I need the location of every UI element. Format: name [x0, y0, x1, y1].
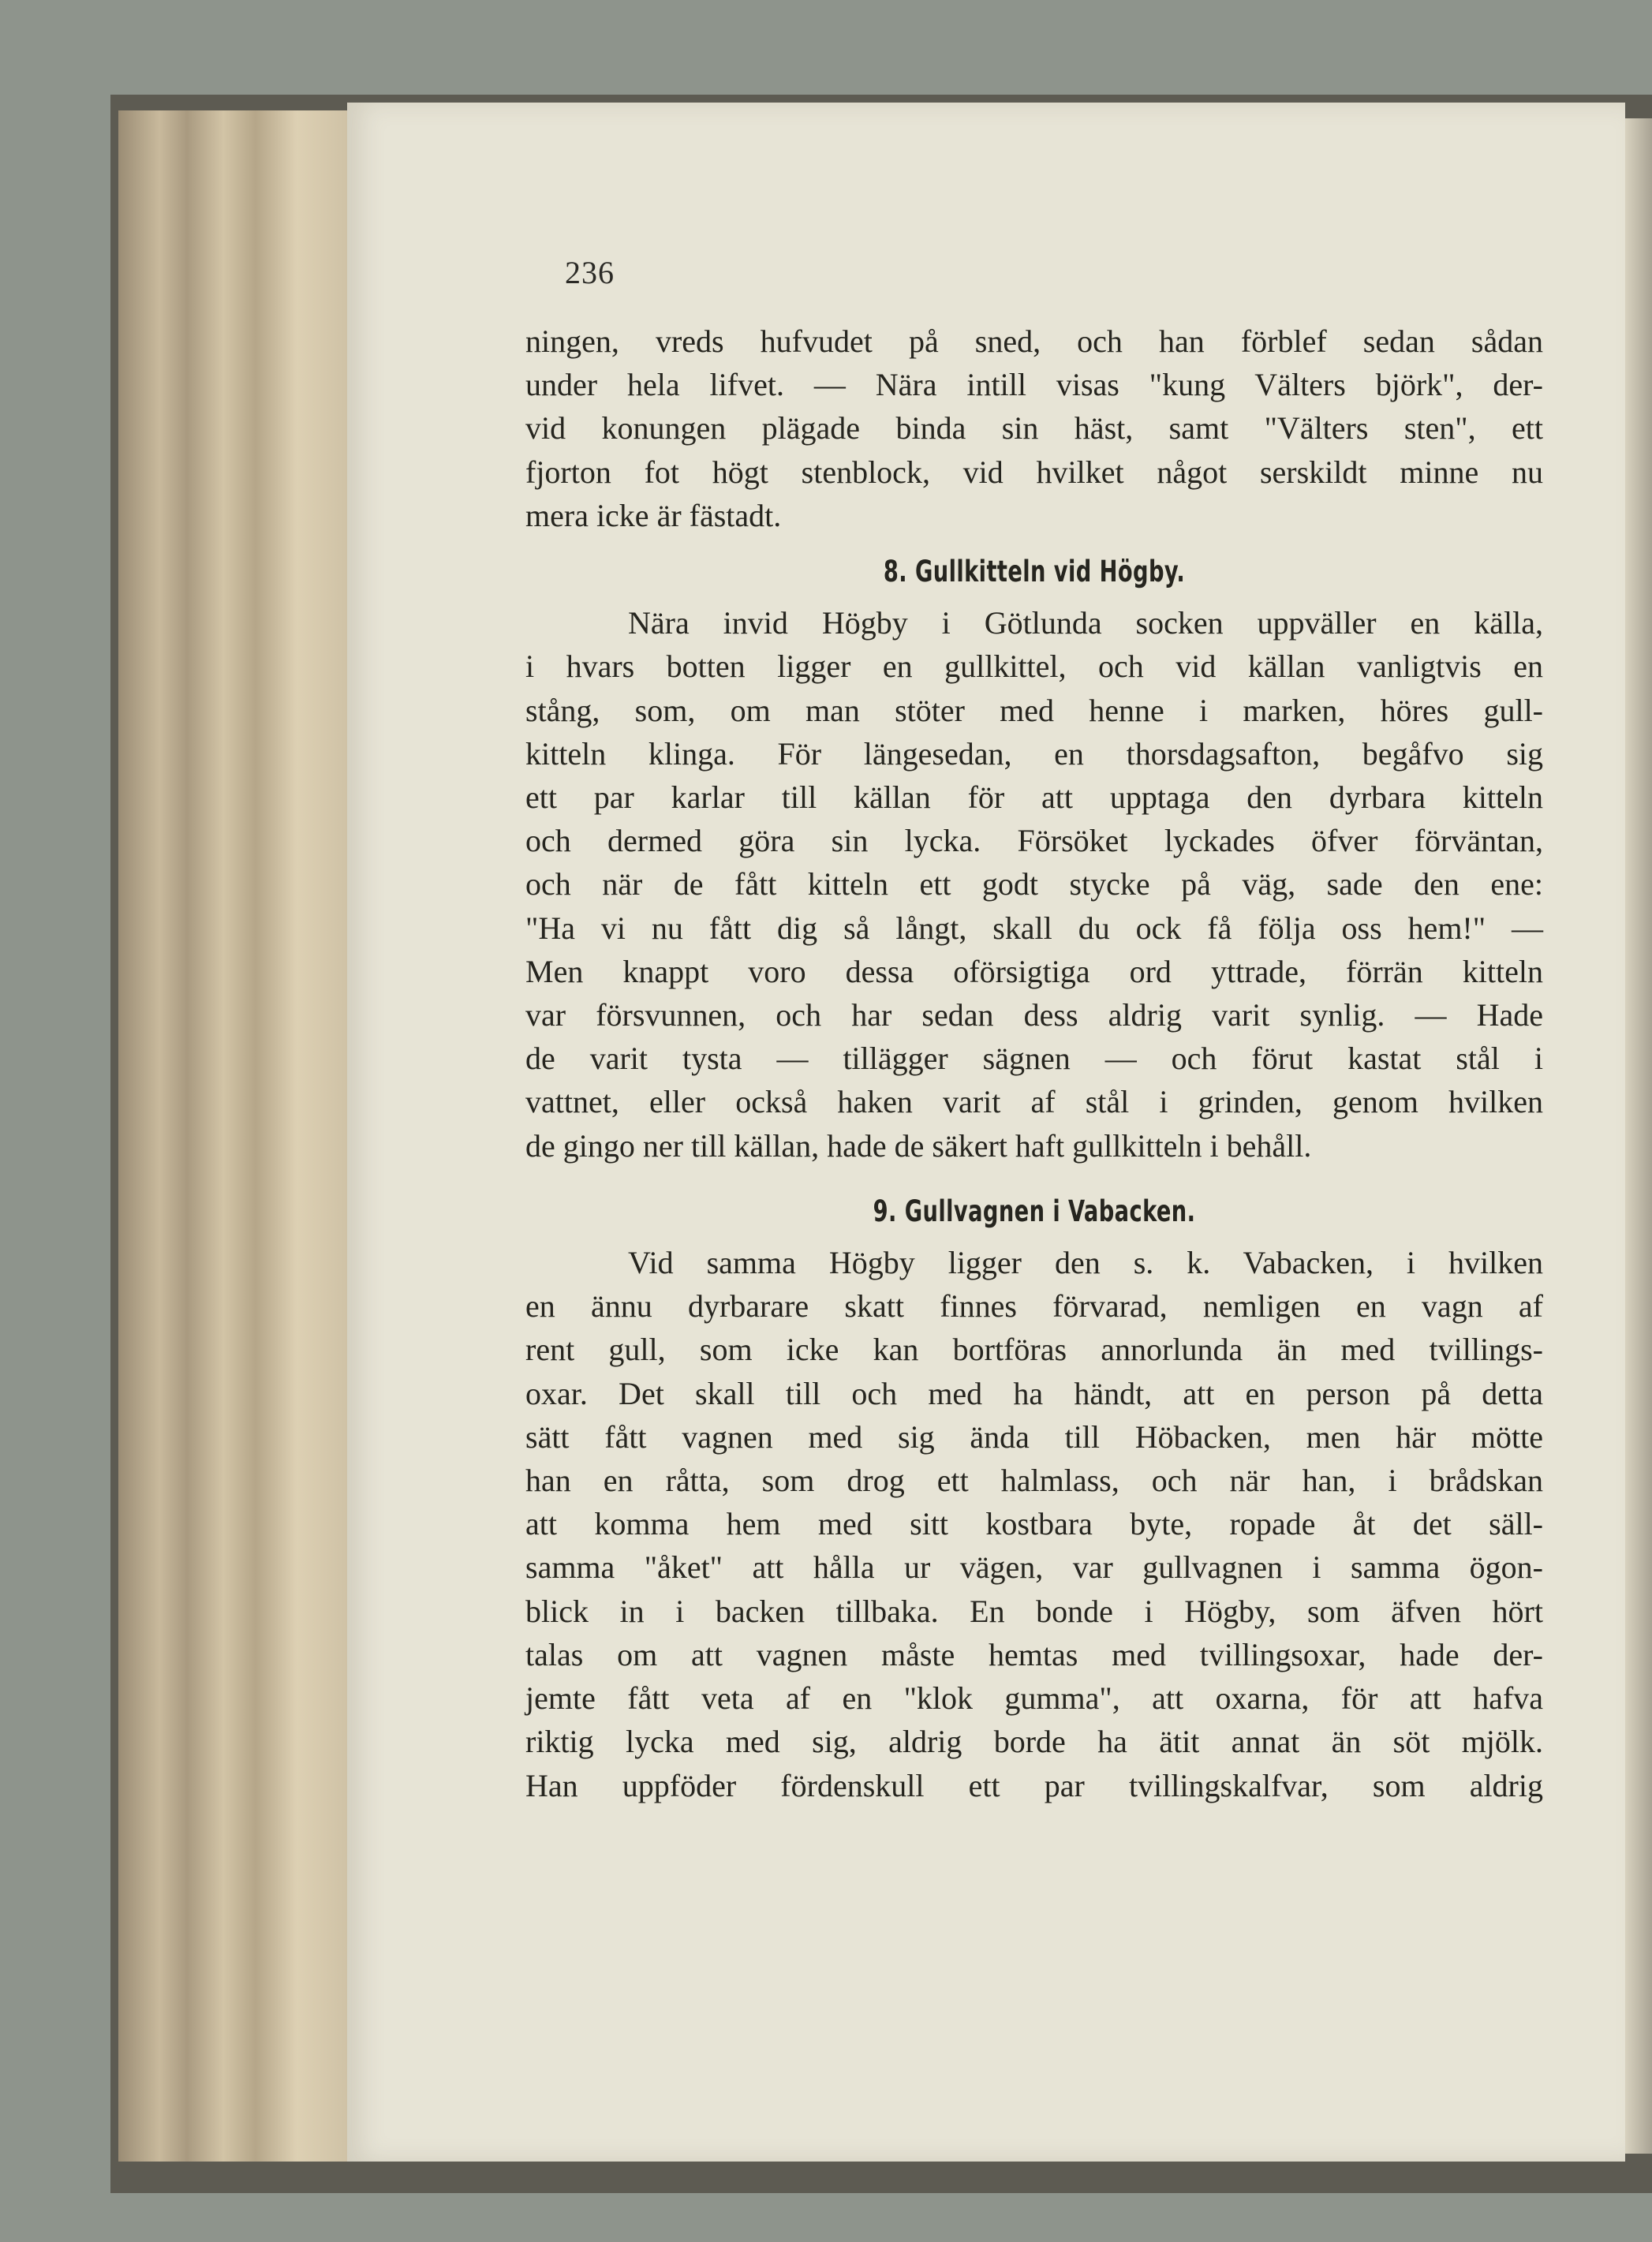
page-text — [525, 319, 1543, 1807]
text-line: ningen, vreds hufvudet på sned, och han förblef sedan sådan — [525, 323, 1543, 359]
text-line: rent gull, som icke kan bortföras annorlunda än med tvillings- — [525, 1332, 1543, 1368]
section-heading-9: 9. Gullvagnen i Vabacken. — [873, 1194, 1196, 1228]
text-line: oxar. Det skall till och med ha händt, att en person på detta — [525, 1375, 1543, 1411]
text-line: Han uppföder fördenskull ett par tvillingskalfvar, som aldrig — [525, 1767, 1543, 1803]
text-line: Men knappt voro dessa oförsigtiga ord yttrade, förrän kitteln — [525, 953, 1543, 989]
text-line: i hvars botten ligger en gullkittel, och vid källan vanligtvis en — [525, 648, 1543, 685]
text-line: talas om att vagnen måste hemtas med tvillingsoxar, hade der- — [525, 1636, 1543, 1672]
text-line: han en råtta, som drog ett halmlass, och när han, i brådskan — [525, 1463, 1543, 1499]
text-line: sätt fått vagnen med sig ända till Höbacken, men här mötte — [525, 1418, 1543, 1455]
text-line: en ännu dyrbarare skatt finnes förvarad, nemligen en vagn af — [525, 1288, 1543, 1325]
text-line: kitteln klinga. För längesedan, en thorsdagsafton, begåfvo sig — [525, 735, 1543, 772]
text-line: mera icke är fästadt. — [525, 497, 782, 533]
text-line: riktig lycka med sig, aldrig borde ha ätit annat än söt mjölk. — [525, 1724, 1543, 1760]
text-line: de varit tysta — tillägger sägnen — och förut kastat stål i — [525, 1041, 1543, 1077]
text-line: "Ha vi nu fått dig så långt, skall du ock få följa oss hem!" — — [525, 910, 1543, 946]
page-edges — [118, 110, 347, 2162]
text-line: de gingo ner till källan, hade de säkert haft gullkitteln i behåll. — [525, 1127, 1312, 1164]
text-line: jemte fått veta af en "klok gumma", att oxarna, för att hafva — [525, 1680, 1543, 1717]
section-heading-8: 8. Gullkitteln vid Högby. — [883, 555, 1186, 589]
text-line: Nära invid Högby i Götlunda socken uppväller en källa, — [628, 605, 1543, 641]
text-line: blick in i backen tillbaka. En bonde i Högby, som äfven hört — [525, 1593, 1543, 1629]
text-line: att komma hem med sitt kostbara byte, ropade åt det säll- — [525, 1506, 1543, 1542]
text-line: var försvunnen, och har sedan dess aldrig varit synlig. — Hade — [525, 997, 1543, 1033]
text-line: fjorton fot högt stenblock, vid hvilket något serskildt minne nu — [525, 454, 1543, 490]
page-number: 236 — [565, 255, 615, 290]
text-line: Vid samma Högby ligger den s. k. Vabacken, i hvilken — [628, 1245, 1543, 1281]
text-line: vattnet, eller också haken varit af stål i grinden, genom hvilken — [525, 1084, 1543, 1120]
text-line: och när de fått kitteln ett godt stycke på väg, sade den ene: — [525, 866, 1543, 902]
text-line: under hela lifvet. — Nära intill visas "kung Välters björk", der- — [525, 367, 1543, 403]
text-line: vid konungen plägade binda sin häst, samt "Välters sten", ett — [525, 410, 1543, 447]
text-line: ett par karlar till källan för att upptaga den dyrbara kitteln — [525, 779, 1543, 816]
text-line: stång, som, om man stöter med henne i marken, höres gull- — [525, 692, 1543, 728]
text-line: samma "åket" att hålla ur vägen, var gullvagnen i samma ögon- — [525, 1549, 1543, 1586]
facing-page-edge — [1625, 118, 1652, 2154]
text-line: och dermed göra sin lycka. Försöket lyckades öfver förväntan, — [525, 823, 1543, 859]
